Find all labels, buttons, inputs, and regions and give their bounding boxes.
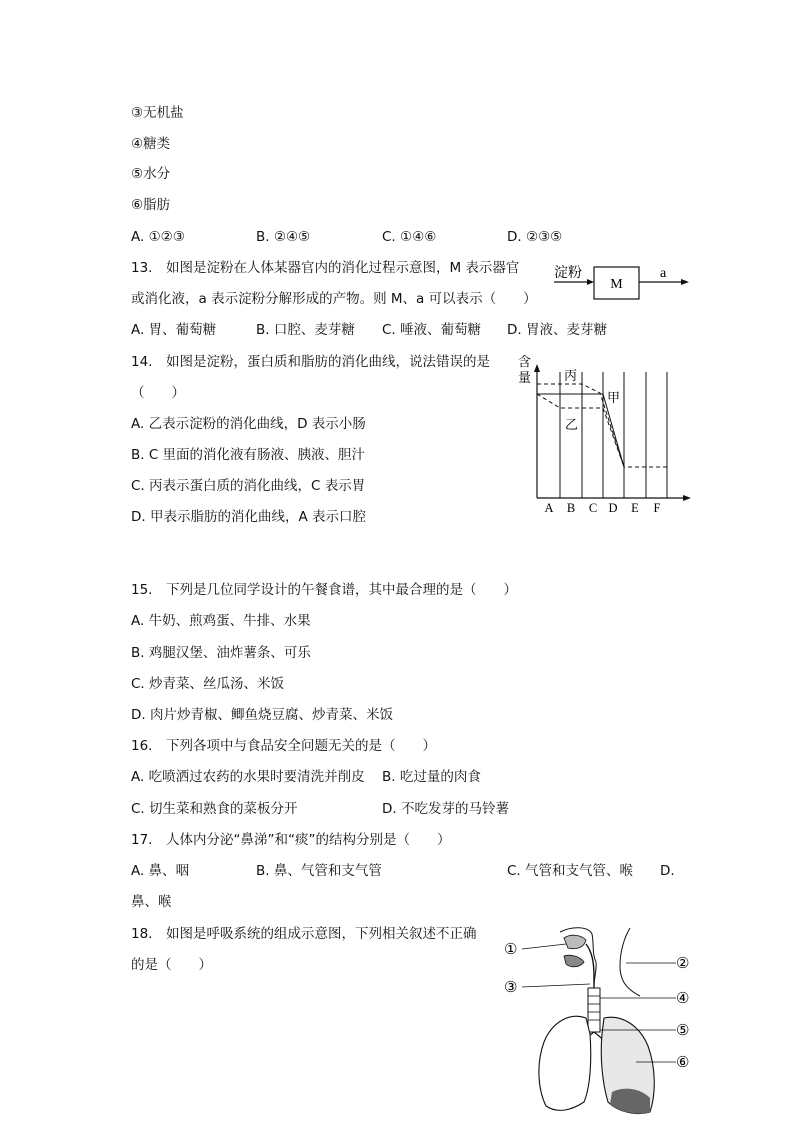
q16-option-a: A. 吃喷洒过农药的水果时要清洗并削皮 <box>131 769 365 785</box>
q12-item-5: ⑤水分 <box>131 166 171 182</box>
q18-label-5: ⑤ <box>676 1023 690 1039</box>
q17-option-c: C. 气管和支气管、喉 <box>507 863 634 879</box>
q14-ylabel-line-2: 量 <box>518 370 532 385</box>
q14-ylabel-line-1: 含 <box>518 354 532 369</box>
q18-left-lung <box>539 1016 591 1110</box>
q15-option-c: C. 炒青菜、丝瓜汤、米饭 <box>131 676 285 692</box>
q13-stem-line-2: 或消化液，a 表示淀粉分解形成的产物。则 M、a 可以表示（ ） <box>131 291 537 307</box>
q14-curve-label-jia: 甲 <box>607 390 621 405</box>
q13-arrowhead-out <box>681 279 689 285</box>
q18-label-1: ① <box>504 942 518 958</box>
q18-label-3: ③ <box>504 980 518 996</box>
q14-y-arrowhead <box>534 364 540 372</box>
q15-option-b: B. 鸡腿汉堡、油炸薯条、可乐 <box>131 645 311 661</box>
q14-curve-label-bing: 丙 <box>564 368 578 383</box>
q13-option-d: D. 胃液、麦芽糖 <box>507 322 607 338</box>
q16-stem: 16. 下列各项中与食品安全问题无关的是（ ） <box>131 738 436 754</box>
q16-option-c: C. 切生菜和熟食的菜板分开 <box>131 801 298 817</box>
q18-back-outline <box>620 928 640 996</box>
q13-output-label: a <box>660 266 667 281</box>
q14-curve-bing <box>537 384 667 467</box>
q14-stem-line-2: （ ） <box>131 385 185 401</box>
q16-option-b: B. 吃过量的肉食 <box>382 769 481 785</box>
q18-label-6: ⑥ <box>676 1055 690 1071</box>
q17-option-a: A. 鼻、咽 <box>131 863 190 879</box>
q15-option-a: A. 牛奶、煎鸡蛋、牛排、水果 <box>131 613 311 629</box>
q13-stem-line-1: 13. 如图是淀粉在人体某器官内的消化过程示意图，M 表示器官 <box>131 260 520 276</box>
q18-mouth <box>564 955 584 967</box>
q14-x-label-e: E <box>631 501 639 515</box>
q12-option-a: A. ①②③ <box>131 229 185 245</box>
q18-stem-line-2: 的是（ ） <box>131 957 212 973</box>
q14-stem-line-1: 14. 如图是淀粉，蛋白质和脂肪的消化曲线，说法错误的是 <box>131 354 490 370</box>
q12-item-6: ⑥脂肪 <box>131 197 171 213</box>
q12-option-d: D. ②③⑤ <box>507 229 563 245</box>
q13-input-label: 淀粉 <box>554 266 582 281</box>
q18-nasal-cavity <box>564 935 586 949</box>
q14-option-a: A. 乙表示淀粉的消化曲线，D 表示小肠 <box>131 416 366 432</box>
q12-item-3: ③无机盐 <box>131 105 184 121</box>
q13-arrowhead-in <box>587 279 594 285</box>
q14-x-label-f: F <box>653 501 661 515</box>
q18-respiratory-system-diagram <box>500 922 700 1120</box>
q14-option-c: C. 丙表示蛋白质的消化曲线，C 表示胃 <box>131 478 366 494</box>
q14-digestion-curve-diagram <box>512 352 694 516</box>
q17-option-b: B. 鼻、气管和支气管 <box>256 863 382 879</box>
q15-stem: 15. 下列是几位同学设计的午餐食谱，其中最合理的是（ ） <box>131 582 517 598</box>
q17-option-d-continuation: 鼻、喉 <box>131 894 172 910</box>
q14-curve-label-yi: 乙 <box>565 417 579 432</box>
q13-process-diagram <box>550 260 700 304</box>
q18-label-4: ④ <box>676 991 690 1007</box>
q16-option-d: D. 不吃发芽的马铃薯 <box>382 801 509 817</box>
q12-option-c: C. ①④⑥ <box>382 229 437 245</box>
q18-throat <box>586 944 594 988</box>
q14-option-d: D. 甲表示脂肪的消化曲线，A 表示口腔 <box>131 509 367 525</box>
q14-x-arrowhead <box>683 495 691 501</box>
q18-trachea <box>588 988 600 1032</box>
q18-label-2: ② <box>676 956 690 972</box>
q18-leader-1 <box>522 944 566 949</box>
q13-option-c: C. 唾液、葡萄糖 <box>382 322 482 338</box>
q13-option-b: B. 口腔、麦芽糖 <box>256 322 355 338</box>
q18-leader-3 <box>522 984 590 987</box>
q13-m-label: M <box>610 277 623 292</box>
q13-option-a: A. 胃、葡萄糖 <box>131 322 217 338</box>
q14-option-b: B. C 里面的消化液有肠液、胰液、胆汁 <box>131 447 366 463</box>
q14-x-label-d: D <box>608 501 618 515</box>
q14-x-label-c: C <box>588 501 598 515</box>
q12-item-4: ④糖类 <box>131 136 171 152</box>
q14-x-label-a: A <box>544 501 554 515</box>
q17-stem: 17. 人体内分泌“鼻涕”和“痰”的结构分别是（ ） <box>131 832 451 848</box>
q17-option-d: D. <box>660 863 675 879</box>
q14-x-label-b: B <box>566 501 576 515</box>
q12-option-b: B. ②④⑤ <box>256 229 311 245</box>
q18-stem-line-1: 18. 如图是呼吸系统的组成示意图，下列相关叙述不正确 <box>131 926 477 942</box>
q15-option-d: D. 肉片炒青椒、鲫鱼烧豆腐、炒青菜、米饭 <box>131 707 393 723</box>
